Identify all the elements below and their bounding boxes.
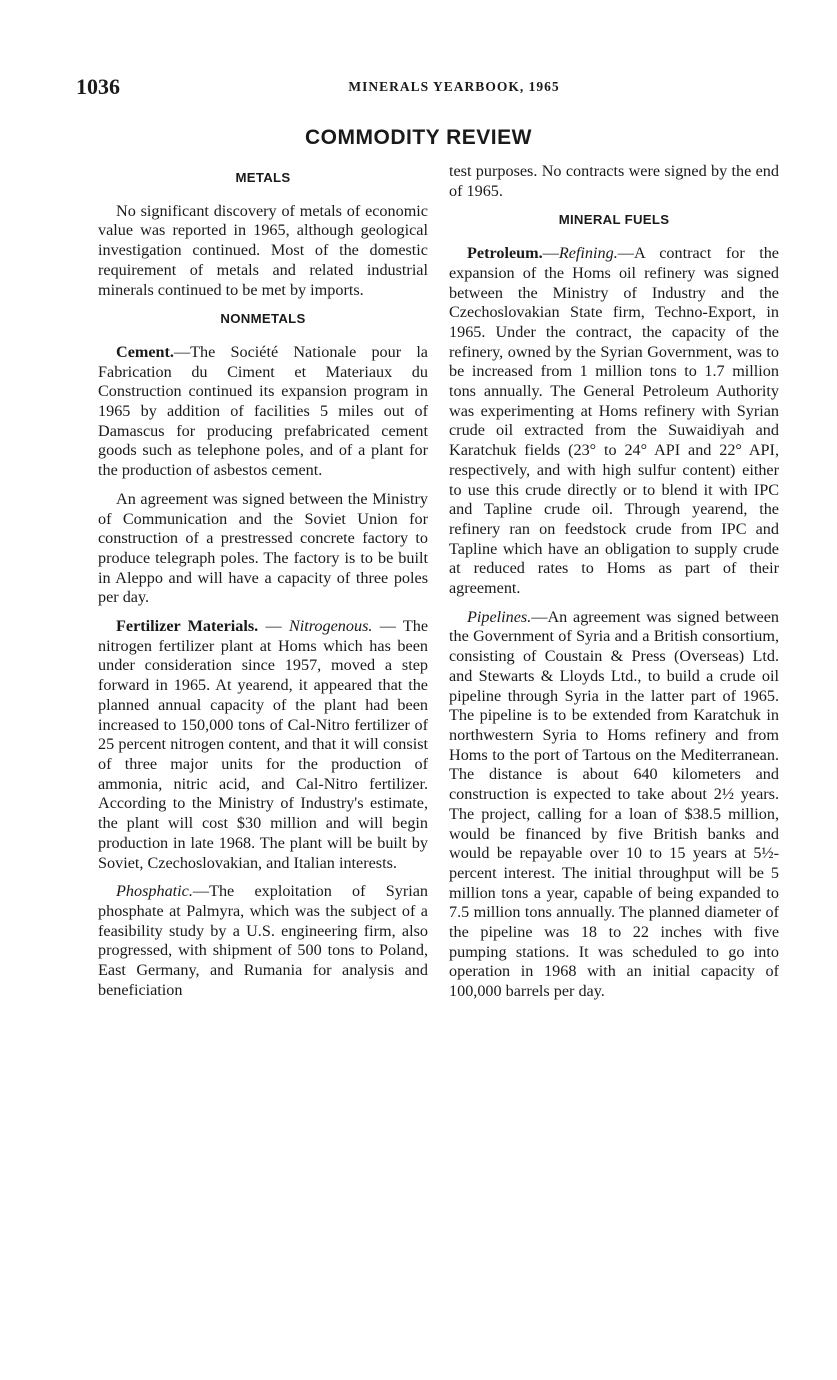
section-heading-nonmetals: NONMETALS	[220, 311, 306, 327]
running-title: MINERALS YEARBOOK, 1965	[348, 79, 560, 94]
paragraph-metals: No significant discovery of metals of economic value was reported in 1965, although geological investigation continued. Most of the domestic requirement of metals and related industrial minerals continued to be met by imports.	[98, 201, 428, 299]
paragraph-pipelines	[449, 608, 779, 1002]
text-cement: —The Société Nationale pour la Fabrication du Ciment et Materiaux du Construction continued its expansion program in 1965 by addition of facilities 5 miles out of Damascus for producing prefabricated cement goods such as telephone poles, and of a plant for the production of asbestos cement.	[98, 342, 428, 480]
paragraph-cement-agreement: An agreement was signed between the Ministry of Communication and the Soviet Union for construction of a prestressed concrete factory to produce telegraph poles. The factory is to be built in Aleppo and will have a capacity of three poles per day.	[98, 489, 428, 607]
lead-fertilizer: Fertilizer Materials.	[116, 617, 259, 636]
text-pipelines: —An agreement was signed between the Government of Syria and a British consortium, consisting of Coustain & Press (Overseas) Ltd. and Stewarts & Lloyds Ltd., to build a crude oil pipeline through Syria in the latter part of 1965. The pipeline is to be extended from Karatchuk in northwestern Syria to Homs refinery and from Homs to the port of Tartous on the Mediterranean. The distance is about 640 kilometers and construction is expected to take about 2½ years. The project, calling for a loan of $38.5 million, would be financed by five British banks and would be repayable over 10 to 15 years at 5½-percent interest. The initial throughput will be 5 million tons a year, capable of being expanded to 7.5 million tons annually. The planned diameter of the pipeline was 18 to 22 inches with five pumping stations. It was scheduled to go into operation in 1968 with an initial capacity of 100,000 barrels per day.	[449, 607, 779, 1001]
sub-phosphatic: Phosphatic.	[116, 882, 193, 901]
page-number: 1036	[76, 74, 120, 99]
lead-cement: Cement.	[116, 342, 174, 361]
left-column	[98, 162, 428, 1009]
sub-refining: Refining.	[558, 244, 618, 263]
paragraph-phosphatic-continued: test purposes. No contracts were signed by the end of 1965.	[449, 162, 779, 200]
text-phosphatic: —The exploitation of Syrian phosphate at Palmyra, which was the subject of a feasibility study by a U.S. engineering firm, also progressed, with shipment of 500 tons to Poland, East Germany, and Rumania for analysis and beneficiation	[98, 882, 428, 999]
paragraph-cement	[98, 343, 428, 481]
section-heading-mineral-fuels: MINERAL FUELS	[558, 212, 670, 228]
running-header	[76, 74, 792, 104]
sub-nitrogenous: Nitrogenous.	[288, 617, 373, 636]
lead-petroleum: Petroleum.	[467, 244, 543, 263]
petroleum-dash: —	[542, 244, 559, 263]
text-petroleum: —A contract for the expansion of the Homs oil refinery was signed between the Ministry of Industry and the Czechoslovakian State firm, Techno-Export, in 1965. Under the contract, the capacity of the refinery, owned by the Syrian Government, was to be increased from 1 million tons to 1.7 million tons annually. The General Petroleum Authority was experimenting at Homs refinery with Syrian crude oil extracted from the Suwaidiyah and Karatchuk fields (23° to 24° API and 22° API, respectively, and with high sulfur content) either to use this crude directly or to blend it with IPC and Tapline crude oil. Through yearend, the refinery ran on feedstock crude from IPC and Tapline which have an obligation to supply crude at reduced rates to Homs as part of their agreement.	[449, 244, 779, 598]
text-fertilizer: — The nitrogen fertilizer plant at Homs which has been under consideration since 1957, moved a step forward in 1965. At yearend, it appeared that the planned annual capacity of the plant had been increased to 150,000 tons of Cal-Nitro fertilizer of 25 percent nitrogen content, and that it will consist of three major units for the production of ammonia, nitric acid, and Cal-Nitro fertilizer. According to the Ministry of Industry's estimate, the plant will cost $30 million and will begin production in late 1968. The plant will be built by Soviet, Czechoslovakian, and Italian interests.	[98, 617, 429, 872]
paragraph-fertilizer	[98, 617, 428, 873]
right-column	[449, 162, 779, 1011]
section-heading-metals: METALS	[235, 170, 291, 185]
fertilizer-separator: —	[258, 617, 289, 636]
page-title: COMMODITY REVIEW	[305, 126, 532, 149]
paragraph-phosphatic	[98, 882, 428, 1000]
sub-pipelines: Pipelines.	[467, 607, 532, 626]
paragraph-petroleum	[449, 244, 779, 599]
